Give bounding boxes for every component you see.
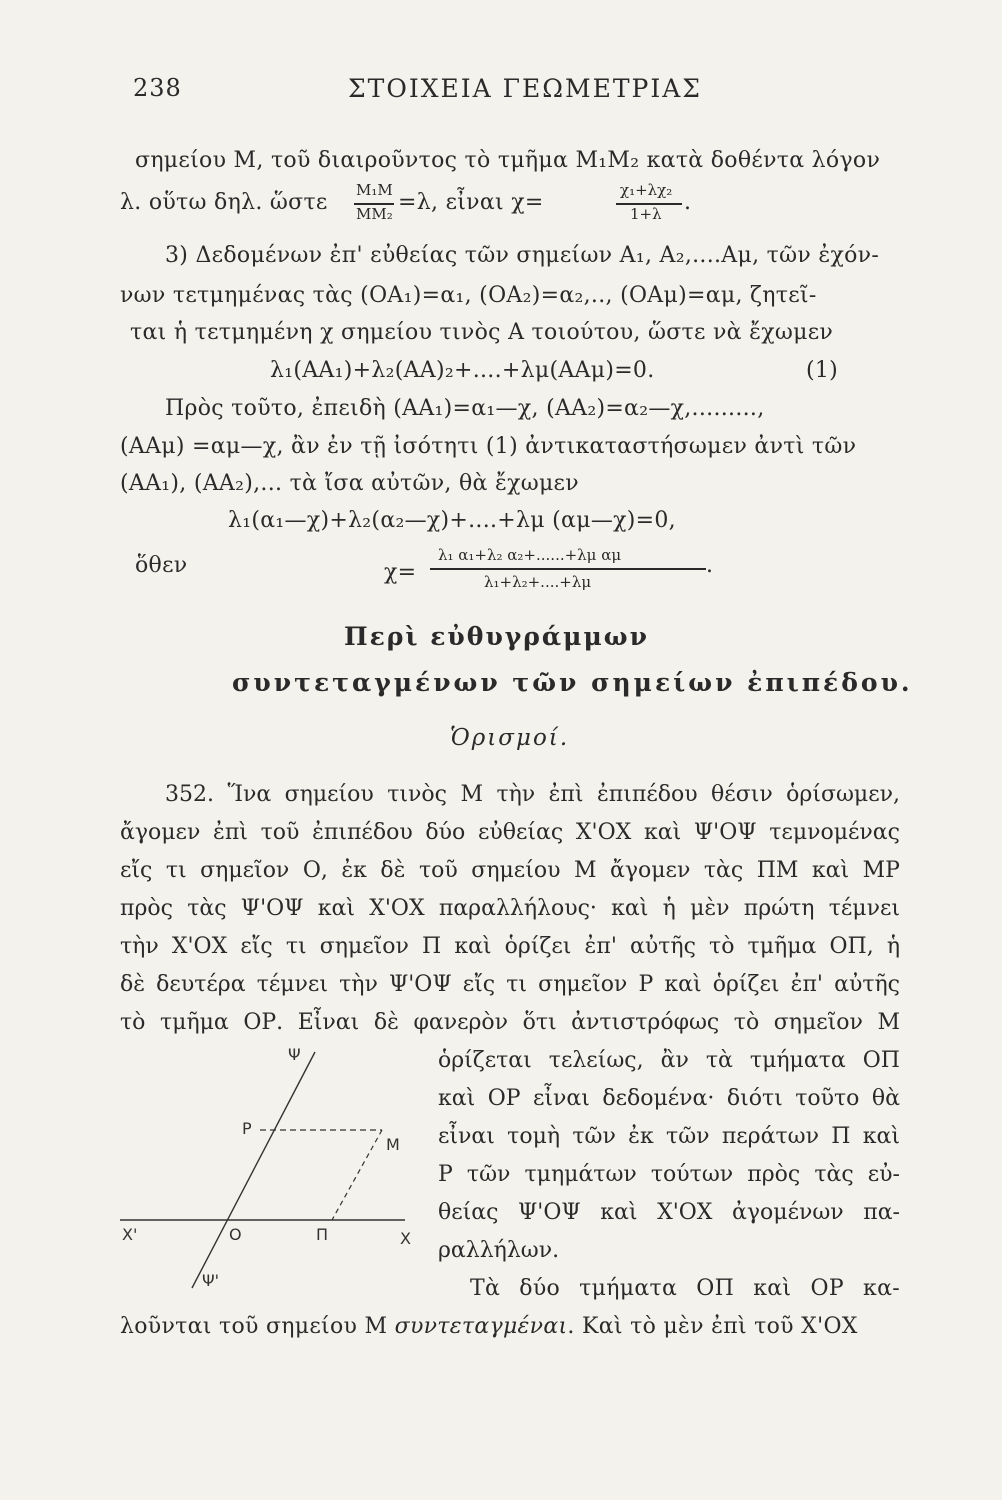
paragraph-352-right-line: Ρ τῶν τμημάτων τούτων πρὸς τὰς εὐ-: [438, 1162, 900, 1187]
text-line-7: Πρὸς τοῦτο, ἐπειδὴ (ΑΑ₁)=α₁—χ, (ΑΑ₂)=α₂—χ,.........,: [165, 396, 765, 421]
equation-3-dot: .: [706, 553, 714, 578]
running-title: ΣΤΟΙΧΕΙΑ ΓΕΩΜΕΤΡΙΑΣ: [348, 74, 702, 103]
paragraph-352-line: τὸ τμῆμα ΟΡ. Εἶναι δὲ φανερὸν ὅτι ἀντιστρόφως τὸ σημεῖον Μ: [120, 1010, 900, 1035]
label-psi: Ψ: [288, 1045, 301, 1064]
label-m: Μ: [386, 1135, 400, 1154]
paragraph-352-right-line: θείας Ψ'ΟΨ καὶ Χ'ΟΧ ἀγομένων πα-: [438, 1200, 900, 1225]
term-coordinates: συντεταγμέναι: [394, 1314, 568, 1339]
equation-1-number: (1): [806, 358, 839, 383]
fraction-1-numerator: Μ₁Μ: [356, 181, 393, 199]
label-x: Χ: [400, 1229, 411, 1248]
text-line-4: νων τετμημένας τὰς (ΟΑ₁)=α₁, (ΟΑ₂)=α₂,.., (ΟΑμ)=αμ, ζητεῖ-: [120, 283, 817, 308]
text-line-2c: .: [684, 190, 692, 215]
section-subtitle: Ὁρισμοί.: [450, 725, 570, 751]
equation-3-denominator: λ₁+λ₂+....+λμ: [484, 573, 592, 591]
text-line-3: 3) Δεδομένων ἐπ' εὐθείας τῶν σημείων Α₁, Α₂,....Αμ, τῶν ἐχόν-: [165, 243, 880, 268]
psi-axis-line: [192, 1052, 315, 1288]
segment-pi-m: [332, 1130, 382, 1220]
label-o: Ο: [229, 1225, 242, 1244]
equation-3-bar: [430, 568, 706, 570]
label-psi-prime: Ψ': [202, 1271, 219, 1290]
label-p: Ρ: [242, 1119, 252, 1138]
paragraph-352-right-line: εἶναι τομὴ τῶν ἐκ τῶν περάτων Π καὶ: [438, 1124, 900, 1149]
paragraph-last-line-2: [120, 1314, 858, 1339]
paragraph-352-line: εἴς τι σημεῖον Ο, ἐκ δὲ τοῦ σημείου Μ ἄγομεν τὰς ΠΜ καὶ ΜΡ: [120, 858, 900, 883]
text-line-5: ται ἡ τετμημένη χ σημείου τινὸς Α τοιούτου, ὥστε νὰ ἔχωμεν: [130, 320, 834, 345]
text-line-1: σημείου Μ, τοῦ διαιροῦντος τὸ τμῆμα Μ₁Μ₂ κατὰ δοθέντα λόγον: [135, 148, 881, 173]
equation-3-numerator: λ₁ α₁+λ₂ α₂+......+λμ αμ: [438, 546, 622, 564]
paragraph-last-line-2-a: λοῦνται τοῦ σημείου Μ: [120, 1314, 395, 1339]
page-number: 238: [133, 74, 182, 102]
paragraph-352-right-line: ραλλήλων.: [438, 1238, 560, 1263]
label-pi: Π: [316, 1225, 329, 1244]
equation-1: λ₁(ΑΑ₁)+λ₂(ΑΑ)₂+....+λμ(ΑΑμ)=0.: [270, 358, 655, 383]
paragraph-352-right-line: καὶ ΟΡ εἶναι δεδομένα· διότι τοῦτο θὰ: [438, 1086, 900, 1111]
text-line-8: (ΑΑμ) =αμ—χ, ἂν ἐν τῇ ἰσότητι (1) ἀντικαταστήσωμεν ἀντὶ τῶν: [120, 434, 857, 459]
paragraph-last-line-1: Τὰ δύο τμήματα ΟΠ καὶ ΟΡ κα-: [470, 1276, 900, 1301]
paragraph-352-line: δὲ δευτέρα τέμνει τὴν Ψ'ΟΨ εἴς τι σημεῖον Ρ καὶ ὁρίζει ἐπ' αὐτῆς: [120, 972, 900, 997]
paragraph-352-line: 352. Ἵνα σημείου τινὸς Μ τὴν ἐπὶ ἐπιπέδου θέσιν ὁρίσωμεν,: [165, 782, 900, 807]
paragraph-last-line-2-b: . Καὶ τὸ μὲν ἐπὶ τοῦ Χ'ΟΧ: [567, 1314, 858, 1339]
label-x-prime: Χ': [122, 1225, 138, 1244]
fraction-2-numerator: χ₁+λχ₂: [620, 181, 673, 199]
text-line-9: (ΑΑ₁), (ΑΑ₂),... τὰ ἴσα αὐτῶν, θὰ ἔχωμεν: [120, 471, 579, 496]
section-title-line-2: συντεταγμένων τῶν σημείων ἐπιπέδου.: [232, 668, 913, 697]
paragraph-352-line: πρὸς τὰς Ψ'ΟΨ καὶ Χ'ΟΧ παραλλήλους· καὶ ἡ μὲν πρώτη τέμνει: [120, 896, 900, 921]
text-line-2b: =λ, εἶναι χ=: [398, 190, 544, 215]
fraction-1-denominator: ΜΜ₂: [356, 205, 393, 223]
fraction-2-denominator: 1+λ: [630, 205, 662, 223]
section-title-line-1: Περὶ εὐθυγράμμων: [344, 622, 649, 651]
coordinate-figure: [120, 1040, 420, 1300]
equation-2: λ₁(α₁—χ)+λ₂(α₂—χ)+....+λμ (αμ—χ)=0,: [228, 508, 676, 533]
equation-3-lhs: χ=: [384, 560, 417, 585]
text-line-2a: λ. οὕτω δηλ. ὥστε: [120, 190, 328, 215]
paragraph-352-right-line: ὁρίζεται τελείως, ἂν τὰ τμήματα ΟΠ: [438, 1048, 900, 1073]
paragraph-352-line: ἄγομεν ἐπὶ τοῦ ἐπιπέδου δύο εὐθείας Χ'ΟΧ καὶ Ψ'ΟΨ τεμνομένας: [120, 820, 900, 845]
paragraph-352-line: τὴν Χ'ΟΧ εἴς τι σημεῖον Π καὶ ὁρίζει ἐπ' αὐτῆς τὸ τμῆμα ΟΠ, ἡ: [120, 934, 900, 959]
text-line-11-lead: ὅθεν: [135, 553, 188, 578]
